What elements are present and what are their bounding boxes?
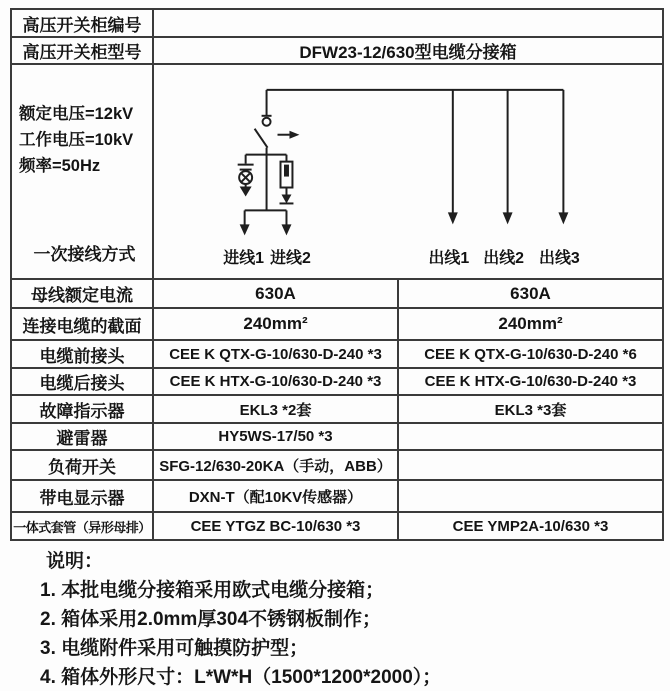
load-switch-symbol — [255, 90, 300, 211]
outgoing-label-3: 出线3 — [539, 250, 580, 268]
row-value-2 — [398, 480, 663, 512]
row-value-2: 630A — [398, 279, 663, 308]
row-value-1: CEE K QTX-G-10/630-D-240 *3 — [153, 340, 398, 368]
incoming-feeders — [223, 210, 311, 267]
cabinet-number-label: 高压开关柜编号 — [11, 9, 153, 37]
row-value-1: 240mm² — [153, 308, 398, 340]
row-integrated-bushing — [11, 512, 663, 540]
row-value-2 — [398, 450, 663, 480]
row-value-1: 630A — [153, 279, 398, 308]
row-label: 故障指示器 — [11, 395, 153, 423]
row-value-2: EKL3 *3套 — [398, 395, 663, 423]
row-live-display — [11, 480, 663, 512]
wiring-mode-label: 一次接线方式 — [33, 244, 136, 264]
row-value-2: CEE K HTX-G-10/630-D-240 *3 — [398, 368, 663, 395]
row-label: 负荷开关 — [11, 450, 153, 480]
row-load-switch — [11, 450, 663, 480]
outgoing-label-1: 出线1 — [428, 250, 470, 268]
single-line-diagram — [154, 65, 662, 278]
row-label: 一体式套管（异形母排） — [11, 512, 153, 540]
cabinet-model-label: 高压开关柜型号 — [11, 37, 153, 64]
specification-table — [10, 8, 664, 541]
row-busbar-rated-current — [11, 279, 663, 308]
row-label: 母线额定电流 — [11, 279, 153, 308]
incoming-arrow-icon — [281, 224, 291, 235]
incoming-label-1: 进线1 — [223, 250, 264, 268]
single-line-diagram-cell — [153, 64, 663, 279]
row-value-1: CEE YTGZ BC-10/630 *3 — [153, 512, 398, 540]
row-cable-front-connector — [11, 340, 663, 368]
row-value-2: CEE YMP2A-10/630 *3 — [398, 512, 663, 540]
outgoing-arrow-icon — [448, 212, 458, 224]
row-label: 电缆前接头 — [11, 340, 153, 368]
row-value-1: DXN-T（配10KV传感器） — [153, 480, 398, 512]
cabinet-model-value: DFW23-12/630型电缆分接箱 — [153, 37, 663, 64]
row-cabinet-model — [11, 37, 663, 64]
wiring-row-label-cell — [11, 64, 153, 279]
row-label: 避雷器 — [11, 423, 153, 450]
note-item-3: 3. 电缆附件采用可触摸防护型； — [40, 638, 309, 659]
row-label: 带电显示器 — [11, 480, 153, 512]
rated-voltage: 额定电压=12kV — [19, 104, 134, 123]
row-value-2 — [398, 423, 663, 450]
voltage-indicator-symbol — [238, 155, 254, 197]
notes-title: 说明： — [46, 551, 104, 572]
row-value-1: CEE K HTX-G-10/630-D-240 *3 — [153, 368, 398, 395]
row-wiring-diagram — [11, 64, 663, 279]
row-label: 连接电缆的截面 — [11, 308, 153, 340]
surge-arrester-symbol — [280, 155, 294, 204]
cabinet-number-value — [153, 9, 663, 37]
notes-section — [40, 547, 441, 691]
outgoing-label-2: 出线2 — [483, 250, 524, 268]
incoming-label-2: 进线2 — [270, 250, 311, 268]
rating-params-block — [12, 67, 152, 277]
note-item-1: 1. 本批电缆分接箱采用欧式电缆分接箱； — [40, 580, 385, 601]
outgoing-feeders — [428, 90, 579, 267]
row-value-2: 240mm² — [398, 308, 663, 340]
switch-arrow-icon — [289, 131, 299, 139]
row-value-1: EKL3 *2套 — [153, 395, 398, 423]
outgoing-arrow-icon — [558, 212, 568, 224]
working-voltage: 工作电压=10kV — [19, 130, 134, 149]
incoming-arrow-icon — [240, 224, 250, 235]
row-value-1: HY5WS-17/50 *3 — [153, 423, 398, 450]
row-fault-indicator — [11, 395, 663, 423]
row-label: 电缆后接头 — [11, 368, 153, 395]
row-cable-rear-connector — [11, 368, 663, 395]
row-cable-cross-section — [11, 308, 663, 340]
rating-params — [19, 101, 150, 179]
note-item-2: 2. 箱体采用2.0mm厚304不锈钢板制作； — [40, 609, 382, 630]
row-surge-arrester — [11, 423, 663, 450]
row-value-2: CEE K QTX-G-10/630-D-240 *6 — [398, 340, 663, 368]
note-item-4: 4. 箱体外形尺寸：L*W*H（1500*1200*2000）； — [40, 667, 442, 688]
row-value-1: SFG-12/630-20KA（手动，ABB） — [153, 450, 398, 480]
outgoing-arrow-icon — [503, 212, 513, 224]
row-cabinet-number — [11, 9, 663, 37]
frequency: 频率=50Hz — [19, 156, 101, 175]
